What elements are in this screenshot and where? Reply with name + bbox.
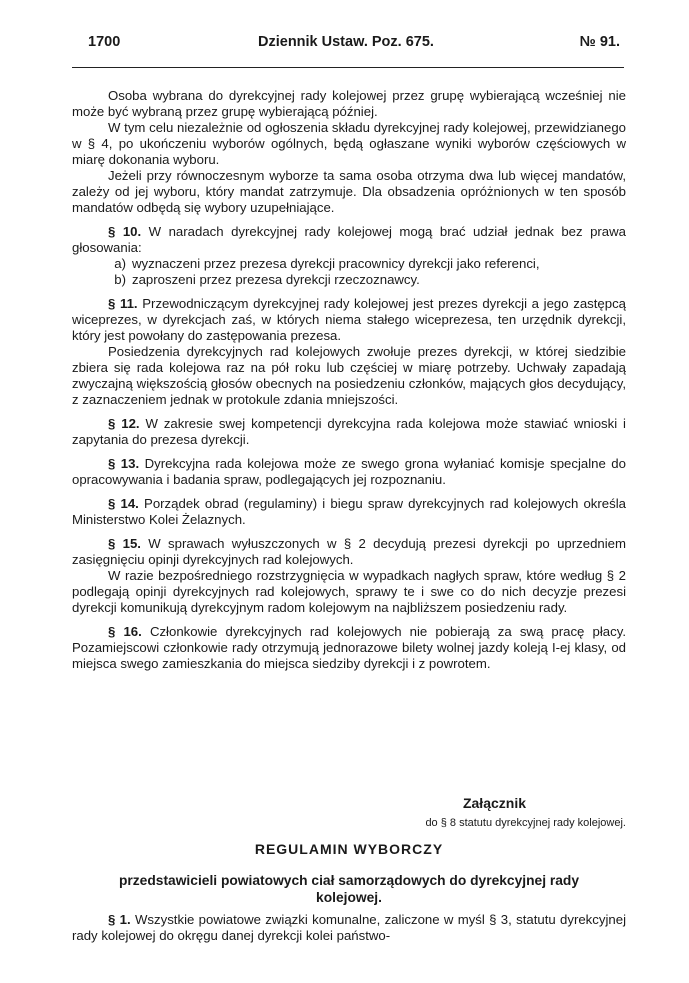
paragraph: W razie bezpośredniego rozstrzygnięcia w wypadkach nagłych spraw, które według § 2 podlegają opinji dyrekcyjnych rad kolejowych, sprawy te i swe co do nich decyzje prezesi dyrekcji komunikują dyrekcyjnym radom kolejowym na najbliższem posiedzeniu rady.: [72, 568, 626, 615]
section-text: Porządek obrad (regulaminy) i biegu spraw dyrekcyjnych rad kolejowych określa Ministerstwo Kolei Żelaznych.: [72, 496, 626, 527]
section-label: § 15.: [108, 536, 141, 551]
paragraph: Posiedzenia dyrekcyjnych rad kolejowych zwołuje prezes dyrekcji, w której siedzibie zbiera się rada kolejowa raz na pół roku lub częściej w miarę potrzeby. Uchwały zapadają zwyczajną większością głosów obecnych na posiedzeniu członków, mających głos decydujący, z zaznaczeniem jednak w protokule zdania mniejszości.: [72, 344, 626, 407]
paragraph: Jeżeli przy równoczesnym wyborze ta sama osoba otrzyma dwa lub więcej mandatów, zależy od jej wyboru, który mandat zatrzymuje. Dla obsadzenia opróżnionych w ten sposób mandatów odbędą się wybory uzupełniające.: [72, 168, 626, 215]
section-label: § 1.: [108, 912, 131, 927]
section-text: Dyrekcyjna rada kolejowa może ze swego grona wyłaniać komisje specjalne do opracowywania i badania spraw, podlegających jej rozpoznaniu.: [72, 456, 626, 487]
section-label: § 16.: [108, 624, 142, 639]
list-item-label: b): [114, 272, 126, 287]
list-item: [72, 256, 626, 272]
section-15: [72, 536, 626, 568]
paragraph: W tym celu niezależnie od ogłoszenia składu dyrekcyjnej rady kolejowej, przewidzianego w § 4, po ukończeniu wyborów ogólnych, będą ogłaszane wyniki wyborów częściowych w miarę dokonania wyboru.: [72, 120, 626, 167]
list-item: [72, 272, 626, 288]
list-item-text: wyznaczeni przez prezesa dyrekcji pracownicy dyrekcji jako referenci,: [132, 256, 540, 271]
issue-number: № 91.: [579, 34, 620, 50]
section-14: [72, 496, 626, 528]
section-text: W zakresie swej kompetencji dyrekcyjna rada kolejowa może stawiać wnioski i zapytania do prezesa dyrekcji.: [72, 416, 626, 447]
section-text: Wszystkie powiatowe związki komunalne, zaliczone w myśl § 3, statutu dyrekcyjnej rady kolejowej do okręgu danej dyrekcji kolei państwo-: [72, 912, 626, 943]
regulamin-title: REGULAMIN WYBORCZY: [254, 841, 444, 857]
section-label: § 10.: [108, 224, 142, 239]
section-11: [72, 296, 626, 344]
regulamin-subtitle: przedstawicieli powiatowych ciał samorządowych do dyrekcyjnej rady kolejowej.: [118, 873, 580, 905]
section-1: [72, 912, 626, 944]
annex-heading: [72, 794, 626, 830]
section-label: § 12.: [108, 416, 140, 431]
annex-title: Załącznik: [462, 795, 526, 811]
section-13: [72, 456, 626, 488]
section-label: § 13.: [108, 456, 140, 471]
section-text: Przewodniczącym dyrekcyjnej rady kolejowej jest prezes dyrekcji a jego zastępcą wiceprezes, w dyrekcjach zaś, w których niema stałego wiceprezesa, ten urzędnik dyrekcji, który jest powołany do zastępowania prezesa.: [72, 296, 627, 343]
page-header: [88, 34, 620, 56]
section-16: [72, 624, 626, 672]
section-text: W sprawach wyłuszczonych w § 2 decydują prezesi dyrekcji po uprzedniem zasięgnięciu opinji dyrekcyjnych rad kolejowych.: [72, 536, 626, 567]
section-text: W naradach dyrekcyjnej rady kolejowej mogą brać udział jednak bez prawa głosowania:: [72, 224, 626, 255]
annex-subtitle: do § 8 statutu dyrekcyjnej rady kolejowej.: [425, 817, 626, 829]
page-number: 1700: [88, 34, 121, 50]
list-item-label: a): [114, 256, 126, 271]
journal-title: Dziennik Ustaw. Poz. 675.: [258, 34, 434, 50]
section-label: § 11.: [108, 296, 138, 311]
section-12: [72, 416, 626, 448]
regulamin-heading: [72, 840, 626, 906]
section-label: § 14.: [108, 496, 139, 511]
regulamin-body: [72, 912, 626, 944]
list-item-text: zaproszeni przez prezesa dyrekcji rzeczoznawcy.: [132, 272, 420, 287]
section-10: [72, 224, 626, 256]
document-body: [72, 88, 626, 672]
paragraph: Osoba wybrana do dyrekcyjnej rady kolejowej przez grupę wybierającą wcześniej nie może być wybraną przez grupę wybierającą później.: [72, 88, 626, 119]
section-text: Członkowie dyrekcyjnych rad kolejowych nie pobierają za swą pracę płacy. Pozamiejscowi członkowie rady otrzymują jednorazowe bilety wolnej jazdy koleją I-ej klasy, od miejsca swego zamieszkania do miejsca siedziby dyrekcji i z powrotem.: [72, 624, 626, 671]
header-divider: [72, 67, 624, 68]
